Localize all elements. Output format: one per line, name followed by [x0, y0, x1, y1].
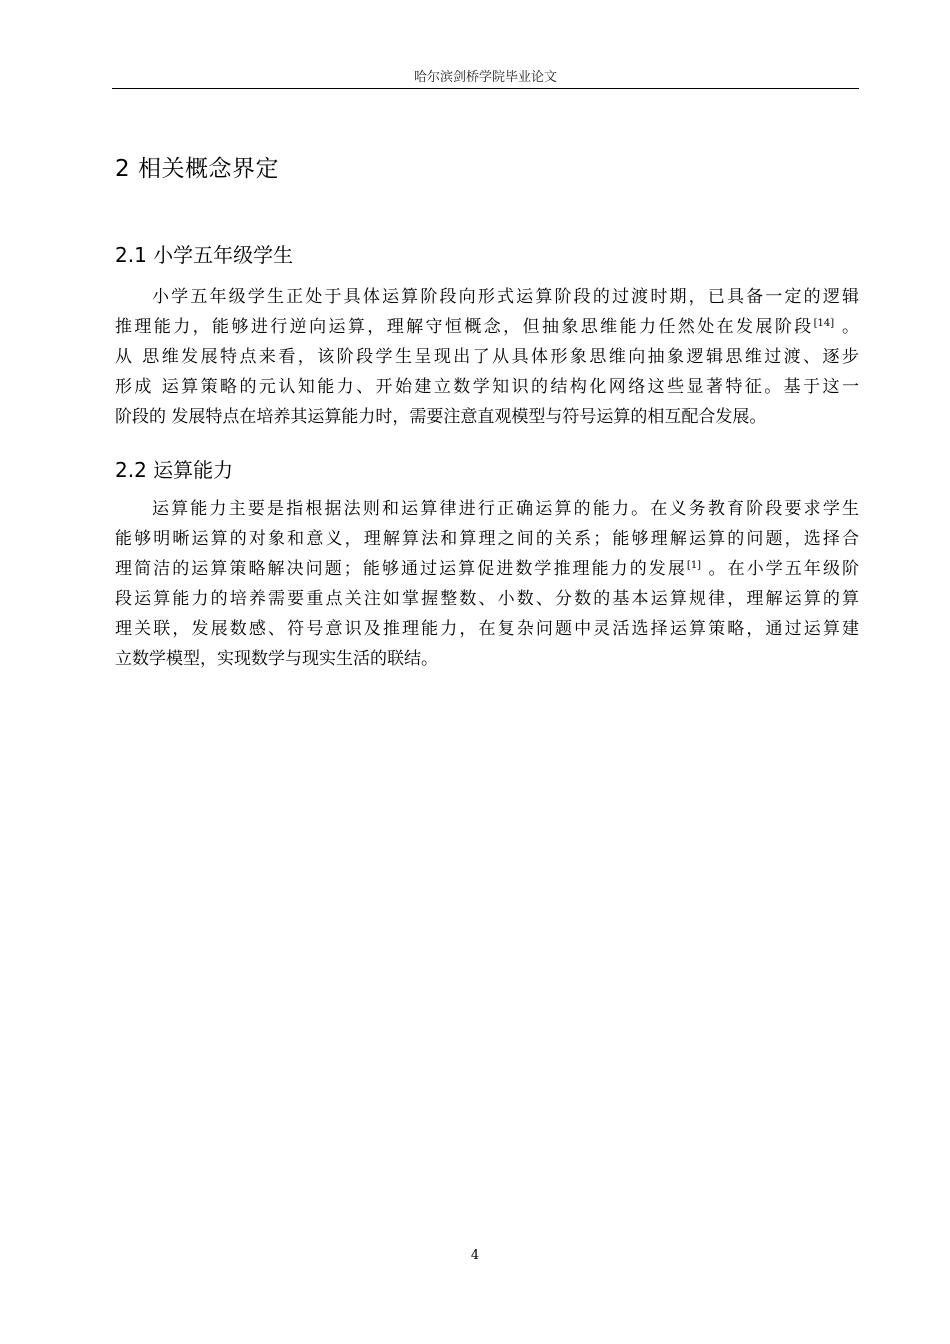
paragraph-line: 推理能力，能够进行逆向运算，理解守恒概念，但抽象思维能力任然处在发展阶段[14] 。 — [115, 317, 859, 337]
section-heading: 2.2 运算能力 — [115, 458, 234, 482]
chapter-heading: 2 相关概念界定 — [115, 156, 279, 182]
header-divider — [112, 88, 859, 89]
citation-ref[interactable]: [1] — [686, 560, 702, 571]
running-header: 哈尔滨剑桥学院毕业论文 — [413, 70, 557, 85]
paragraph-line: 理简洁的运算策略解决问题；能够通过运算促进数学推理能力的发展[1] 。在小学五年级阶 — [115, 559, 860, 579]
paragraph-line: 理关联，发展数感、符号意识及推理能力，在复杂问题中灵活选择运算策略，通过运算建 — [115, 619, 859, 639]
paragraph-line: 形成 运算策略的元认知能力、开始建立数学知识的结构化网络这些显著特征。基于这一 — [115, 377, 859, 397]
paragraph-line: 段运算能力的培养需要重点关注如掌握整数、小数、分数的基本运算规律，理解运算的算 — [115, 589, 859, 609]
paragraph-line: 运算能力主要是指根据法则和运算律进行正确运算的能力。在义务教育阶段要求学生 — [152, 499, 859, 519]
section-1-paragraph — [115, 282, 859, 432]
section-2-paragraph — [115, 494, 859, 674]
paragraph-line: 从 思维发展特点来看，该阶段学生呈现出了从具体形象思维向抽象逻辑思维过渡、逐步 — [115, 347, 859, 367]
citation-ref[interactable]: [14] — [813, 318, 835, 329]
paragraph-line: 立数学模型，实现数学与现实生活的联结。 — [115, 649, 438, 669]
section-heading: 2.1 小学五年级学生 — [115, 243, 294, 267]
page-number: 4 — [470, 1248, 480, 1263]
paragraph-line: 小学五年级学生正处于具体运算阶段向形式运算阶段的过渡时期，已具备一定的逻辑 — [152, 287, 859, 307]
paragraph-line: 能够明晰运算的对象和意义，理解算法和算理之间的关系；能够理解运算的问题，选择合 — [115, 529, 859, 549]
paragraph-line: 阶段的 发展特点在培养其运算能力时，需要注意直观模型与符号运算的相互配合发展。 — [115, 407, 767, 427]
